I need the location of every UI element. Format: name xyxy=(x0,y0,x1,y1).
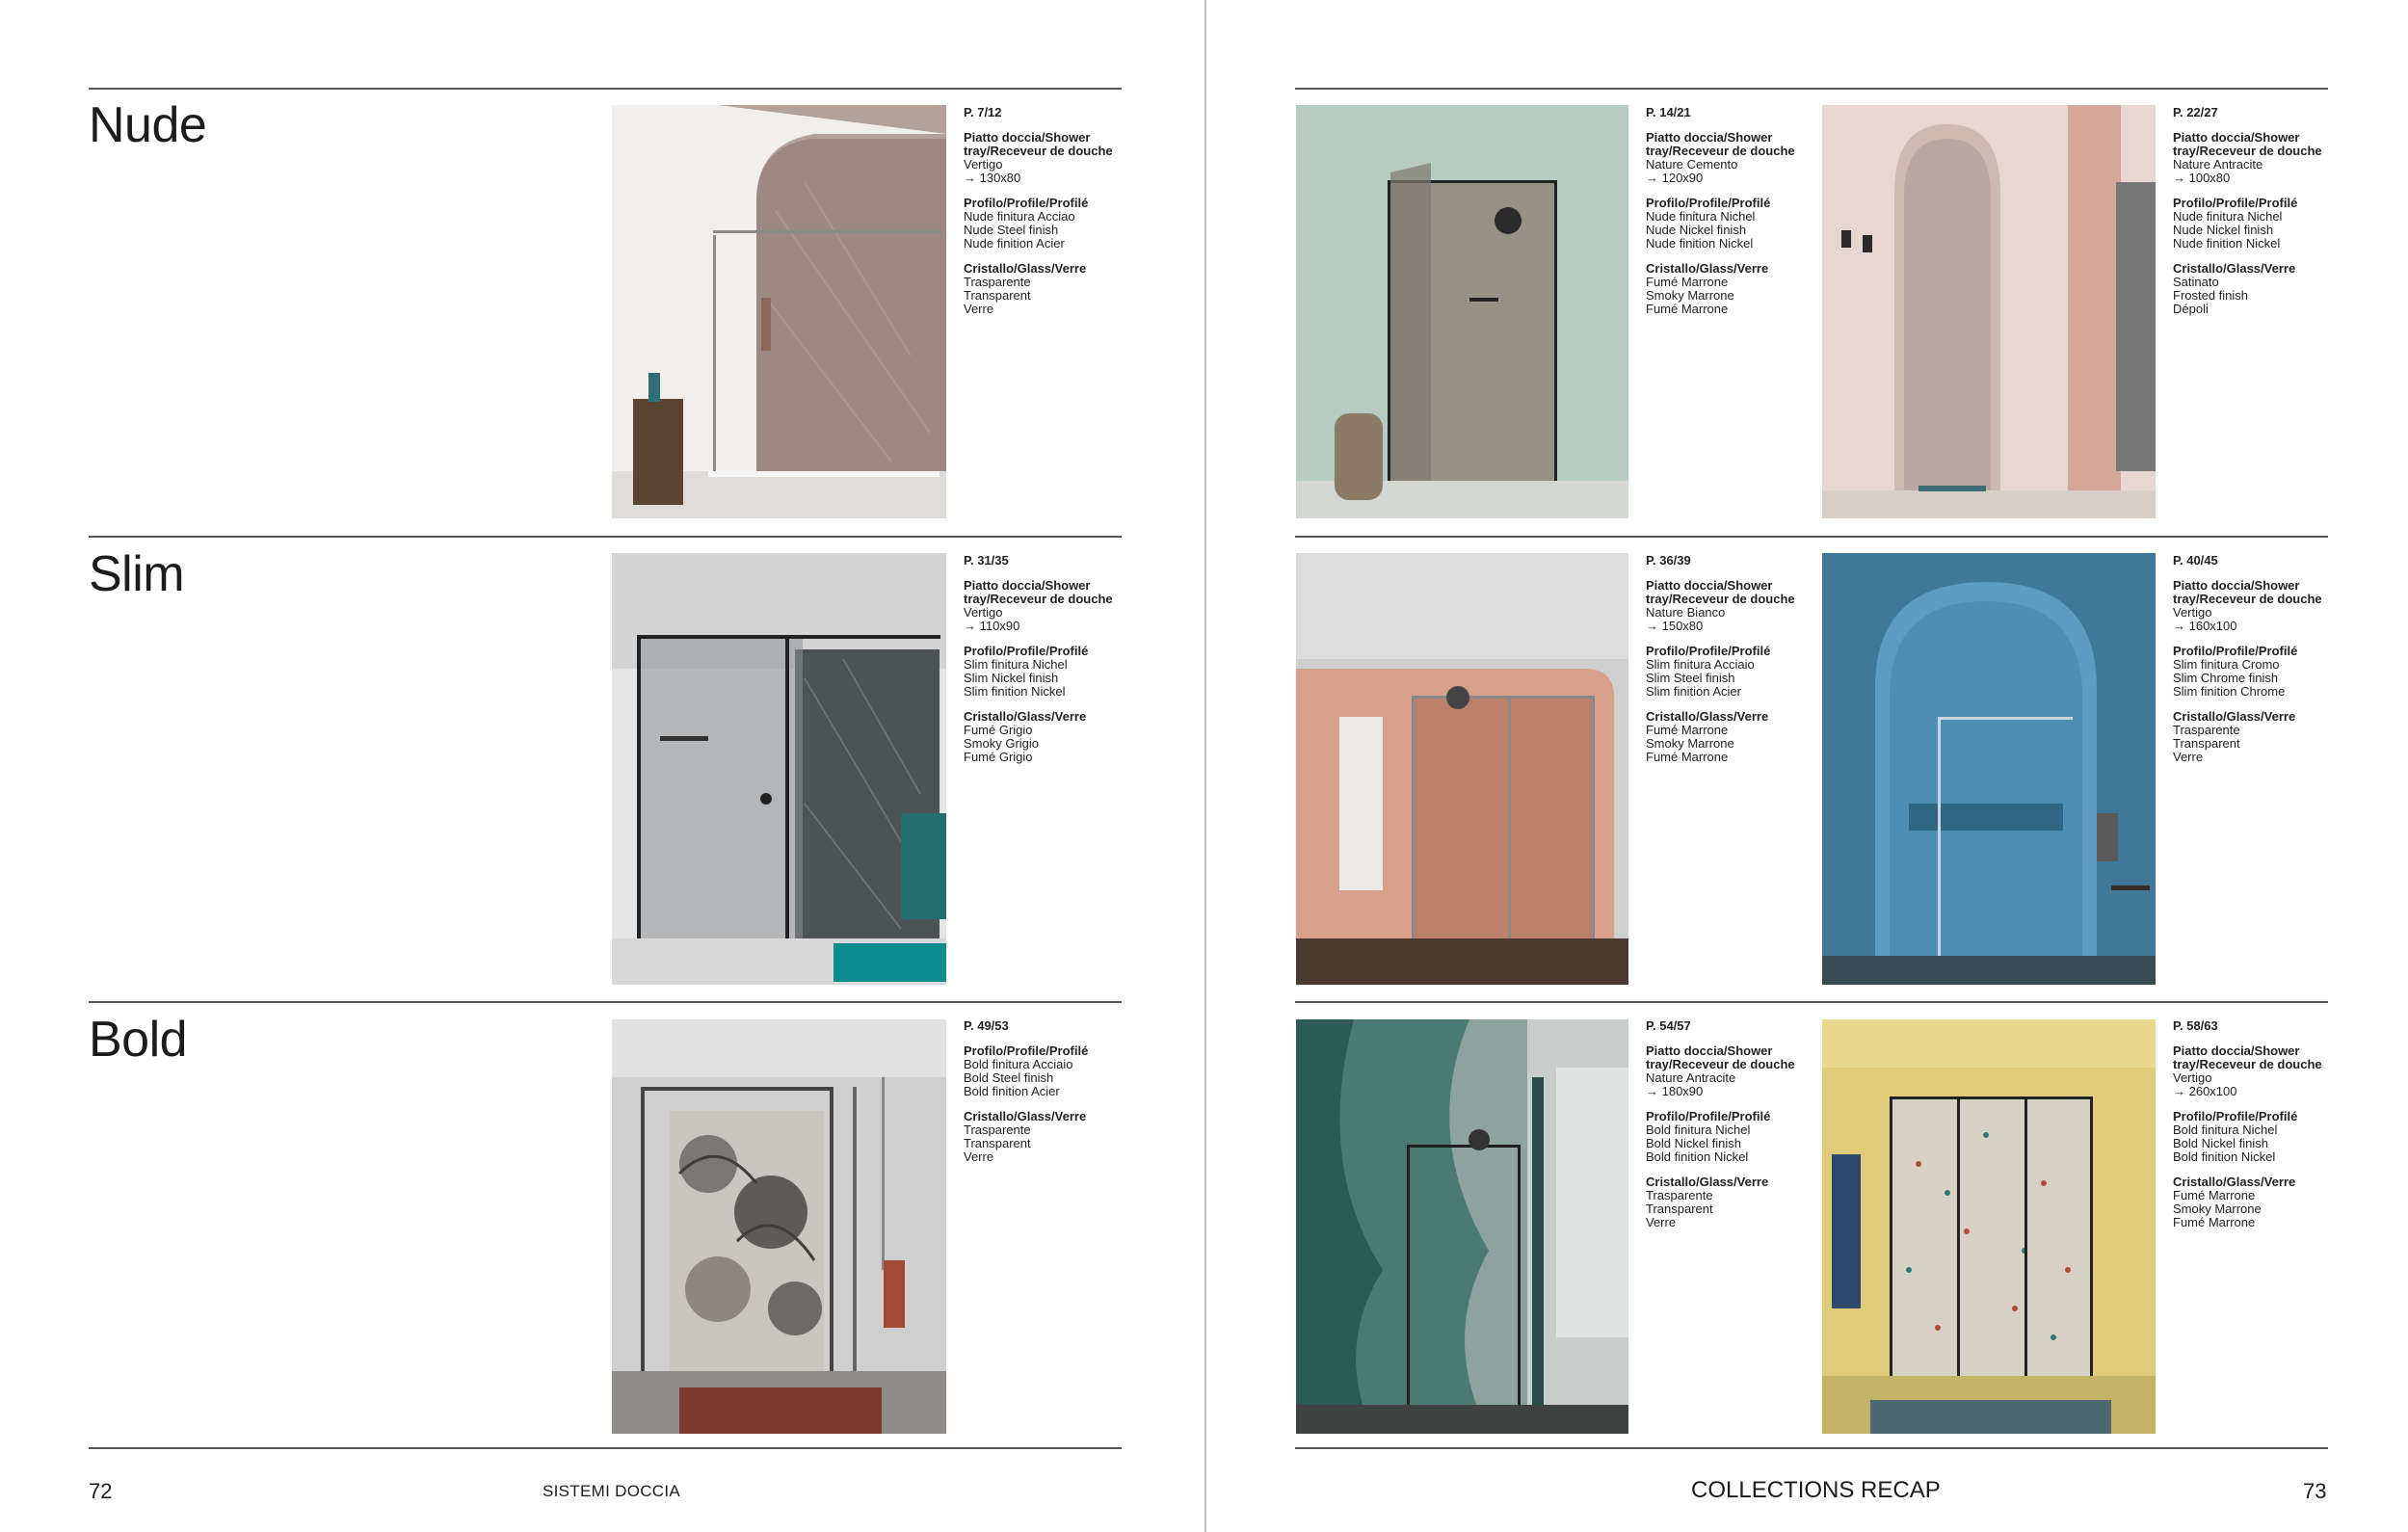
tray-model: Vertigo xyxy=(2173,605,2212,620)
glass-line: Fumé Marrone xyxy=(2173,1215,2256,1229)
glass-label: Cristallo/Glass/Verre xyxy=(1646,261,1769,276)
tray-size: → 150x80 xyxy=(1646,619,1704,633)
tray-model: Vertigo xyxy=(2173,1070,2212,1085)
glass-line: Verre xyxy=(2173,750,2204,764)
page-ref: P. 49/53 xyxy=(964,1018,1009,1033)
glass-label: Cristallo/Glass/Verre xyxy=(1646,1175,1769,1189)
collection-title-bold: Bold xyxy=(89,1012,188,1068)
row-rule-nude-right xyxy=(1295,88,2328,90)
tray-size: → 180x90 xyxy=(1646,1084,1704,1098)
row-rule-bold xyxy=(89,1001,1122,1003)
tray-label: Piatto doccia/Shower tray/Receveur de douche xyxy=(2173,578,2322,606)
profile-label: Profilo/Profile/Profilé xyxy=(1646,1109,1771,1123)
shower-photo-nude-2 xyxy=(1296,105,1628,518)
glass-line: Trasparente xyxy=(964,275,1031,289)
profile-label: Profilo/Profile/Profilé xyxy=(964,1043,1089,1058)
spec-bold-1 xyxy=(964,1019,1132,1175)
glass-line: Frosted finish xyxy=(2173,288,2249,303)
page-ref: P. 14/21 xyxy=(1646,105,1691,119)
glass-label: Cristallo/Glass/Verre xyxy=(964,709,1087,724)
profile-line: Nude Nickel finish xyxy=(2173,223,2274,237)
page-ref: P. 58/63 xyxy=(2173,1018,2218,1033)
glass-line: Dépoli xyxy=(2173,302,2209,316)
profile-label: Profilo/Profile/Profilé xyxy=(2173,644,2298,658)
page-ref: P. 22/27 xyxy=(2173,105,2218,119)
profile-label: Profilo/Profile/Profilé xyxy=(964,196,1089,210)
profile-line: Bold finitura Nichel xyxy=(1646,1123,1751,1137)
profile-line: Bold finitura Acciaio xyxy=(964,1057,1073,1071)
profile-line: Bold finition Nickel xyxy=(2173,1149,2276,1164)
profile-line: Bold finitura Nichel xyxy=(2173,1123,2278,1137)
shower-photo-bold-2 xyxy=(1296,1019,1628,1434)
row-rule-nude xyxy=(89,88,1122,90)
tray-size: → 260x100 xyxy=(2173,1084,2237,1098)
glass-line: Fumé Marrone xyxy=(1646,723,1729,737)
glass-line: Fumé Marrone xyxy=(1646,750,1729,764)
spec-slim-2 xyxy=(1646,554,1814,776)
glass-line: Smoky Marrone xyxy=(2173,1202,2262,1216)
profile-label: Profilo/Profile/Profilé xyxy=(1646,196,1771,210)
page-ref: P. 7/12 xyxy=(964,105,1002,119)
shower-photo-bold-1 xyxy=(612,1019,946,1434)
profile-line: Bold finition Nickel xyxy=(1646,1149,1749,1164)
tray-model: Vertigo xyxy=(964,157,1003,172)
glass-line: Transparent xyxy=(2173,736,2240,751)
tray-model: Vertigo xyxy=(964,605,1003,620)
profile-line: Slim Steel finish xyxy=(1646,671,1735,685)
profile-line: Slim finition Nickel xyxy=(964,684,1066,699)
shower-photo-nude-1 xyxy=(612,105,946,518)
tray-label: Piatto doccia/Shower tray/Receveur de douche xyxy=(964,578,1113,606)
glass-line: Trasparente xyxy=(1646,1188,1713,1202)
profile-line: Nude finition Nickel xyxy=(1646,236,1754,251)
glass-label: Cristallo/Glass/Verre xyxy=(964,1109,1087,1123)
tray-label: Piatto doccia/Shower tray/Receveur de douche xyxy=(2173,130,2322,158)
glass-line: Verre xyxy=(1646,1215,1677,1229)
bottom-rule xyxy=(89,1447,1122,1449)
profile-label: Profilo/Profile/Profilé xyxy=(2173,1109,2298,1123)
profile-line: Bold Nickel finish xyxy=(1646,1136,1741,1150)
glass-label: Cristallo/Glass/Verre xyxy=(964,261,1087,276)
tray-size: → 130x80 xyxy=(964,171,1021,185)
glass-label: Cristallo/Glass/Verre xyxy=(2173,709,2296,724)
right-page xyxy=(1206,0,2408,1532)
page-number-left: 72 xyxy=(89,1479,113,1503)
profile-line: Slim finitura Acciaio xyxy=(1646,657,1755,672)
profile-line: Slim finition Acier xyxy=(1646,684,1741,699)
glass-line: Smoky Marrone xyxy=(1646,288,1734,303)
glass-line: Fumé Grigio xyxy=(964,750,1033,764)
tray-label: Piatto doccia/Shower tray/Receveur de douche xyxy=(1646,578,1795,606)
glass-label: Cristallo/Glass/Verre xyxy=(2173,261,2296,276)
shower-photo-slim-2 xyxy=(1296,553,1628,985)
page-ref: P. 54/57 xyxy=(1646,1018,1691,1033)
profile-line: Bold finition Acier xyxy=(964,1084,1060,1098)
running-title-right: COLLECTIONS RECAP xyxy=(1691,1477,1941,1503)
profile-line: Bold Steel finish xyxy=(964,1070,1054,1085)
spec-nude-1 xyxy=(964,106,1132,328)
shower-photo-nude-3 xyxy=(1822,105,2156,518)
glass-line: Fumé Marrone xyxy=(1646,302,1729,316)
profile-line: Nude finition Nickel xyxy=(2173,236,2281,251)
glass-line: Smoky Marrone xyxy=(1646,736,1734,751)
bottom-rule-right xyxy=(1295,1447,2328,1449)
profile-line: Nude Steel finish xyxy=(964,223,1059,237)
tray-size: → 110x90 xyxy=(964,619,1020,633)
page-ref: P. 36/39 xyxy=(1646,553,1691,568)
glass-line: Fumé Marrone xyxy=(2173,1188,2256,1202)
tray-model: Nature Antracite xyxy=(2173,157,2263,172)
glass-line: Trasparente xyxy=(964,1123,1031,1137)
glass-line: Transparent xyxy=(964,1136,1031,1150)
profile-label: Profilo/Profile/Profilé xyxy=(1646,644,1771,658)
glass-line: Smoky Grigio xyxy=(964,736,1040,751)
shower-photo-slim-3 xyxy=(1822,553,2156,985)
profile-line: Nude finition Acier xyxy=(964,236,1065,251)
tray-label: Piatto doccia/Shower tray/Receveur de douche xyxy=(964,130,1113,158)
collection-title-nude: Nude xyxy=(89,97,207,153)
shower-photo-slim-1 xyxy=(612,553,946,985)
glass-line: Fumé Grigio xyxy=(964,723,1033,737)
row-rule-bold-right xyxy=(1295,1001,2328,1003)
collection-title-slim: Slim xyxy=(89,546,185,602)
spec-slim-1 xyxy=(964,554,1132,776)
page-ref: P. 31/35 xyxy=(964,553,1009,568)
tray-size: → 120x90 xyxy=(1646,171,1704,185)
glass-line: Verre xyxy=(964,1149,994,1164)
spec-slim-3 xyxy=(2173,554,2342,776)
spec-nude-3 xyxy=(2173,106,2342,328)
spec-bold-2 xyxy=(1646,1019,1814,1241)
tray-size: → 100x80 xyxy=(2173,171,2231,185)
row-rule-slim-right xyxy=(1295,536,2328,538)
profile-line: Slim finition Chrome xyxy=(2173,684,2286,699)
profile-label: Profilo/Profile/Profilé xyxy=(964,644,1089,658)
glass-line: Fumé Marrone xyxy=(1646,275,1729,289)
running-title-left: SISTEMI DOCCIA xyxy=(542,1482,681,1500)
profile-line: Nude finitura Nichel xyxy=(2173,209,2283,224)
profile-line: Nude finitura Acciao xyxy=(964,209,1075,224)
glass-label: Cristallo/Glass/Verre xyxy=(2173,1175,2296,1189)
glass-line: Transparent xyxy=(1646,1202,1713,1216)
tray-label: Piatto doccia/Shower tray/Receveur de douche xyxy=(1646,1043,1795,1071)
profile-line: Slim finitura Cromo xyxy=(2173,657,2280,672)
profile-line: Slim Chrome finish xyxy=(2173,671,2279,685)
profile-line: Bold Nickel finish xyxy=(2173,1136,2268,1150)
profile-line: Slim finitura Nichel xyxy=(964,657,1068,672)
glass-line: Verre xyxy=(964,302,994,316)
profile-label: Profilo/Profile/Profilé xyxy=(2173,196,2298,210)
page-number-right: 73 xyxy=(2303,1479,2327,1503)
profile-line: Nude Nickel finish xyxy=(1646,223,1747,237)
page-ref: P. 40/45 xyxy=(2173,553,2218,568)
glass-line: Transparent xyxy=(964,288,1031,303)
shower-photo-bold-3 xyxy=(1822,1019,2156,1434)
tray-model: Nature Bianco xyxy=(1646,605,1726,620)
profile-line: Nude finitura Nichel xyxy=(1646,209,1756,224)
glass-line: Satinato xyxy=(2173,275,2219,289)
glass-label: Cristallo/Glass/Verre xyxy=(1646,709,1769,724)
glass-line: Trasparente xyxy=(2173,723,2240,737)
profile-line: Slim Nickel finish xyxy=(964,671,1059,685)
tray-label: Piatto doccia/Shower tray/Receveur de douche xyxy=(1646,130,1795,158)
spec-nude-2 xyxy=(1646,106,1814,328)
tray-model: Nature Cemento xyxy=(1646,157,1738,172)
spec-bold-3 xyxy=(2173,1019,2342,1241)
tray-model: Nature Antracite xyxy=(1646,1070,1736,1085)
tray-label: Piatto doccia/Shower tray/Receveur de douche xyxy=(2173,1043,2322,1071)
row-rule-slim xyxy=(89,536,1122,538)
tray-size: → 160x100 xyxy=(2173,619,2237,633)
